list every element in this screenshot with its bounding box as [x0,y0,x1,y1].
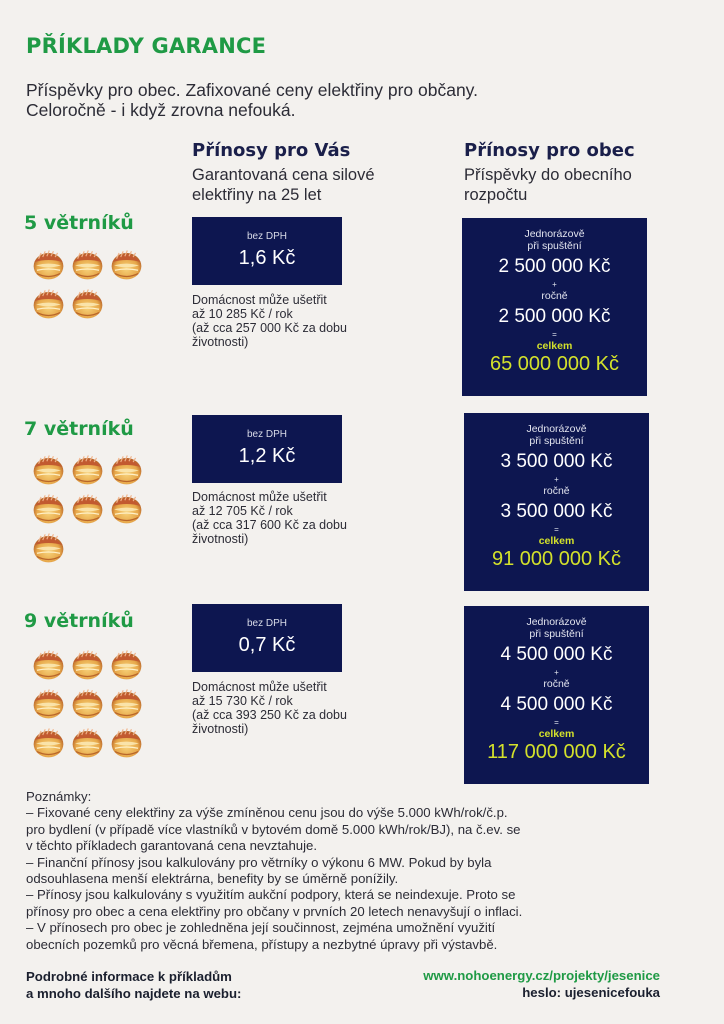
pastry-icons [32,648,152,759]
price-box [192,604,342,672]
notes-heading: Poznámky: [26,789,92,804]
saving-line: až 10 285 Kč / rok [192,307,293,321]
saving-line: Domácnost může ušetřit [192,680,327,694]
price-value: 1,2 Kč [238,445,296,467]
one-time-value: 3 500 000 Kč [500,451,613,472]
vetrnik-pastry-icon [32,248,65,281]
intro-line: Celoročně - i když zrovna nefouká. [26,100,296,120]
vetrnik-pastry-icon [110,248,143,281]
column-header-vas [192,140,375,205]
footer-password: heslo: ujesenicefouka [522,985,660,1000]
one-time-label: Jednorázově [526,616,587,628]
note-line: – Finanční přínosy jsou kalkulovány pro větrníky o výkonu 6 MW. Pokud by byla [26,854,492,870]
vetrnik-pastry-icon [71,248,104,281]
saving-line: (až cca 317 600 Kč za dobu [192,518,347,532]
footer-info [26,968,241,1002]
yearly-label: ročně [543,678,570,690]
equals-sign: = [554,525,559,534]
vetrnik-pastry-icon [71,492,104,525]
saving-line: (až cca 257 000 Kč za dobu [192,321,347,335]
note-line: – Fixované ceny elektřiny za výše zmíněnou cenu jsou do výše 5.000 kWh/rok/č.p. [26,805,508,821]
column-subheading [464,165,635,205]
column-heading: Přínosy pro Vás [192,140,351,161]
column-sub-line: rozpočtu [464,186,528,204]
price-value: 0,7 Kč [238,634,296,656]
price-box [192,217,342,285]
saving-line: až 12 705 Kč / rok [192,504,293,518]
vetrnik-pastry-icon [32,648,65,681]
one-time-label: Jednorázově [526,423,587,435]
yearly-value: 2 500 000 Kč [498,306,611,327]
total-value: 91 000 000 Kč [492,548,621,570]
price-label: bez DPH [246,231,287,242]
saving-text [192,293,412,349]
obec-benefit-box [462,218,647,396]
vetrnik-pastry-icon [110,726,143,759]
price-box [192,415,342,483]
obec-benefit-box [464,606,649,784]
yearly-value: 3 500 000 Kč [500,501,613,522]
column-heading: Přínosy pro obec [464,140,635,161]
vetrnik-pastry-icon [32,726,65,759]
vetrnik-pastry-icon [71,687,104,720]
saving-line: životnosti) [192,532,249,546]
vetrnik-pastry-icon [32,453,65,486]
saving-line: životnosti) [192,335,249,349]
column-sub-line: elektřiny na 25 let [192,186,322,204]
saving-line: (až cca 393 250 Kč za dobu [192,708,347,722]
price-label: bez DPH [246,429,287,440]
vetrnik-pastry-icon [71,726,104,759]
vetrnik-pastry-icon [32,492,65,525]
vetrnik-pastry-icon [71,453,104,486]
column-subheading [192,165,375,205]
row-title: 9 větrníků [24,610,134,632]
one-time-label: při spuštění [529,435,584,447]
vetrnik-pastry-icon [32,531,65,564]
intro-text [26,80,666,120]
saving-line: životnosti) [192,722,249,736]
total-value: 117 000 000 Kč [487,741,626,763]
footer-info-line: Podrobné informace k příkladům [26,969,232,984]
saving-text [192,680,412,736]
notes-section [26,789,706,953]
plus-sign: + [552,280,557,289]
column-header-obec [464,140,635,205]
note-line: obecních pozemků pro věcná břemena, přístupy a nezbytné úpravy při výstavbě. [26,936,498,952]
intro-line: Příspěvky pro obec. Zafixované ceny elektřiny pro občany. [26,80,478,100]
note-line: přínosy pro obec a cena elektřiny pro občany v prvních 20 letech nenavyšují o inflaci. [26,903,523,919]
total-label: celkem [538,535,575,547]
one-time-label: při spuštění [529,628,584,640]
footer-website-link[interactable]: www.nohoenergy.cz/projekty/jesenice [423,968,660,983]
vetrnik-pastry-icon [110,648,143,681]
vetrnik-pastry-icon [32,287,65,320]
total-label: celkem [536,340,573,352]
note-line: v těchto příkladech garantovaná cena nevztahuje. [26,838,318,854]
pastry-icons [32,248,152,320]
yearly-label: ročně [541,290,568,302]
equals-sign: = [554,718,559,727]
one-time-value: 4 500 000 Kč [500,644,613,665]
yearly-label: ročně [543,485,570,497]
vetrnik-pastry-icon [110,453,143,486]
plus-sign: + [554,668,559,677]
vetrnik-pastry-icon [71,287,104,320]
yearly-value: 4 500 000 Kč [500,694,613,715]
note-line: – V přínosech pro obec je zohledněna její součinnost, zejména umožnění využití [26,920,496,936]
total-value: 65 000 000 Kč [490,353,619,375]
page-title: PŘÍKLADY GARANCE [26,34,267,58]
vetrnik-pastry-icon [110,687,143,720]
saving-line: Domácnost může ušetřit [192,490,327,504]
note-line: odsouhlasena menší elektrárna, benefity by se úměrně ponížily. [26,871,399,887]
note-line: pro bydlení (v případě více vlastníků v bytovém domě 5.000 kWh/rok/BJ), na č.ev. se [26,821,521,837]
vetrnik-pastry-icon [32,687,65,720]
saving-line: až 15 730 Kč / rok [192,694,293,708]
total-label: celkem [538,728,575,740]
column-sub-line: Garantovaná cena silové [192,166,375,184]
saving-line: Domácnost může ušetřit [192,293,327,307]
plus-sign: + [554,475,559,484]
price-label: bez DPH [246,618,287,629]
row-title: 5 větrníků [24,212,134,234]
pastry-icons [32,453,152,564]
footer-info-line: a mnoho dalšího najdete na webu: [26,986,242,1001]
column-sub-line: Příspěvky do obecního [464,166,632,184]
row-title: 7 větrníků [24,418,134,440]
saving-text [192,490,412,546]
equals-sign: = [552,330,557,339]
one-time-value: 2 500 000 Kč [498,256,611,277]
obec-benefit-box [464,413,649,591]
note-line: – Přínosy jsou kalkulovány s využitím aukční podpory, která se neindexuje. Proto se [26,887,516,903]
vetrnik-pastry-icon [71,648,104,681]
one-time-label: při spuštění [527,240,582,252]
price-value: 1,6 Kč [238,247,296,269]
one-time-label: Jednorázově [524,228,585,240]
vetrnik-pastry-icon [110,492,143,525]
